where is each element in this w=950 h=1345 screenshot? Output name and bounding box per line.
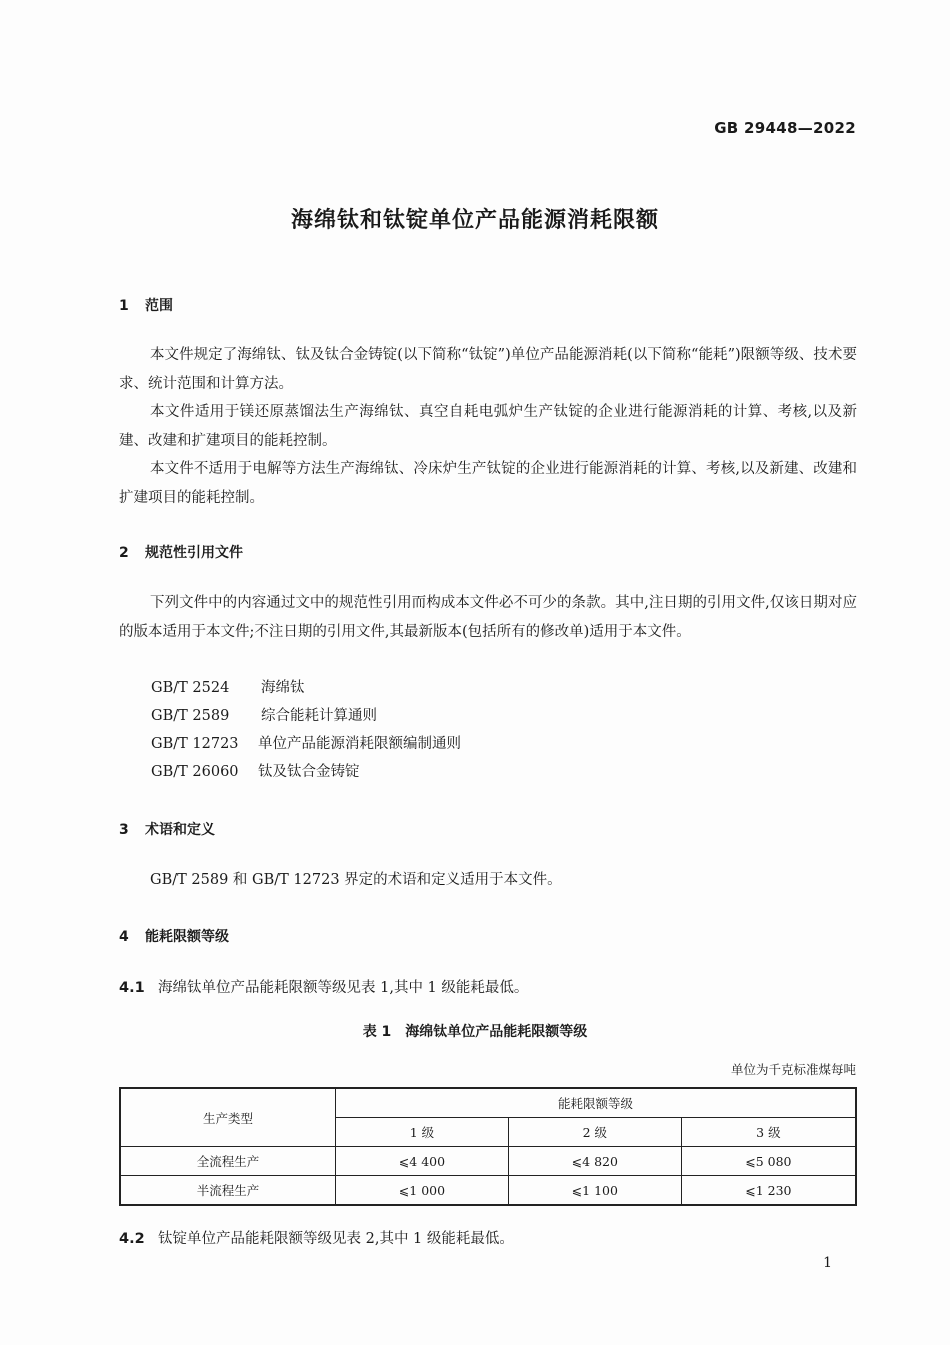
clause-text: 海绵钛单位产品能耗限额等级见表 1,其中 1 级能耗最低。 <box>158 980 529 996</box>
section-4-heading <box>119 926 229 946</box>
section-2-heading <box>119 542 243 562</box>
section-1-paragraph-1: 本文件规定了海绵钛、钛及钛合金铸锭(以下简称“钛锭”)单位产品能源消耗(以下简称“能耗”)限额等级、技术要求、统计范围和计算方法。 <box>119 347 857 392</box>
section-2-intro: 下列文件中的内容通过文中的规范性引用而构成本文件必不可少的条款。其中,注日期的引用文件,仅该日期对应的版本适用于本文件;不注日期的引用文件,其最新版本(包括所有的修改单)适用于本文件。 <box>119 595 857 640</box>
grade-header: 3 级 <box>681 1118 856 1147</box>
section-title: 能耗限额等级 <box>145 929 229 945</box>
page-number: 1 <box>823 1255 832 1271</box>
clause-number: 4.1 <box>119 980 145 996</box>
section-number: 1 <box>119 298 129 314</box>
reference-title: 海绵钛 <box>261 680 305 696</box>
reference-item <box>151 758 360 787</box>
reference-code: GB/T 2589 <box>151 708 230 724</box>
table-1-caption: 表 1 海绵钛单位产品能耗限额等级 <box>362 1024 588 1040</box>
cell-value: ⩽4 400 <box>336 1147 509 1176</box>
section-1-heading <box>119 295 173 315</box>
column-group-header: 能耗限额等级 <box>336 1088 857 1118</box>
document-title: 海绵钛和钛锭单位产品能源消耗限额 <box>290 208 659 233</box>
reference-item <box>151 702 377 731</box>
reference-title: 单位产品能源消耗限额编制通则 <box>258 736 461 752</box>
reference-title: 钛及钛合金铸锭 <box>258 764 360 780</box>
section-1-paragraph-3: 本文件不适用于电解等方法生产海绵钛、冷床炉生产钛锭的企业进行能源消耗的计算、考核,以及新建、改建和扩建项目的能耗控制。 <box>119 461 857 506</box>
table-1 <box>119 1087 857 1206</box>
clause-number: 4.2 <box>119 1231 145 1247</box>
cell-value: ⩽1 230 <box>681 1176 856 1206</box>
reference-item <box>151 674 305 703</box>
grade-header: 2 级 <box>508 1118 681 1147</box>
standard-code: GB 29448—2022 <box>714 119 856 137</box>
section-3-paragraph: GB/T 2589 和 GB/T 12723 界定的术语和定义适用于本文件。 <box>150 872 562 888</box>
reference-code: GB/T 26060 <box>151 764 239 780</box>
reference-code: GB/T 12723 <box>151 736 239 752</box>
row-type: 全流程生产 <box>120 1147 336 1176</box>
reference-item <box>151 730 461 759</box>
section-title: 范围 <box>145 298 173 314</box>
cell-value: ⩽4 820 <box>508 1147 681 1176</box>
table-1-unit: 单位为千克标准煤每吨 <box>730 1062 856 1077</box>
clause-4-1 <box>119 976 528 997</box>
clause-4-2 <box>119 1227 514 1248</box>
grade-header: 1 级 <box>336 1118 509 1147</box>
section-number: 2 <box>119 545 129 561</box>
clause-text: 钛锭单位产品能耗限额等级见表 2,其中 1 级能耗最低。 <box>158 1231 514 1247</box>
section-number: 3 <box>119 822 129 838</box>
section-title: 术语和定义 <box>145 822 215 838</box>
column-header-type: 生产类型 <box>120 1088 336 1147</box>
section-1-paragraph-2: 本文件适用于镁还原蒸馏法生产海绵钛、真空自耗电弧炉生产钛锭的企业进行能源消耗的计算、考核,以及新建、改建和扩建项目的能耗控制。 <box>119 404 857 449</box>
row-type: 半流程生产 <box>120 1176 336 1206</box>
reference-code: GB/T 2524 <box>151 680 230 696</box>
section-number: 4 <box>119 929 129 945</box>
reference-title: 综合能耗计算通则 <box>261 708 377 724</box>
section-3-heading <box>119 819 215 839</box>
section-title: 规范性引用文件 <box>145 545 243 561</box>
cell-value: ⩽1 000 <box>336 1176 509 1206</box>
cell-value: ⩽5 080 <box>681 1147 856 1176</box>
table-row <box>120 1176 856 1206</box>
table-row <box>120 1147 856 1176</box>
cell-value: ⩽1 100 <box>508 1176 681 1206</box>
